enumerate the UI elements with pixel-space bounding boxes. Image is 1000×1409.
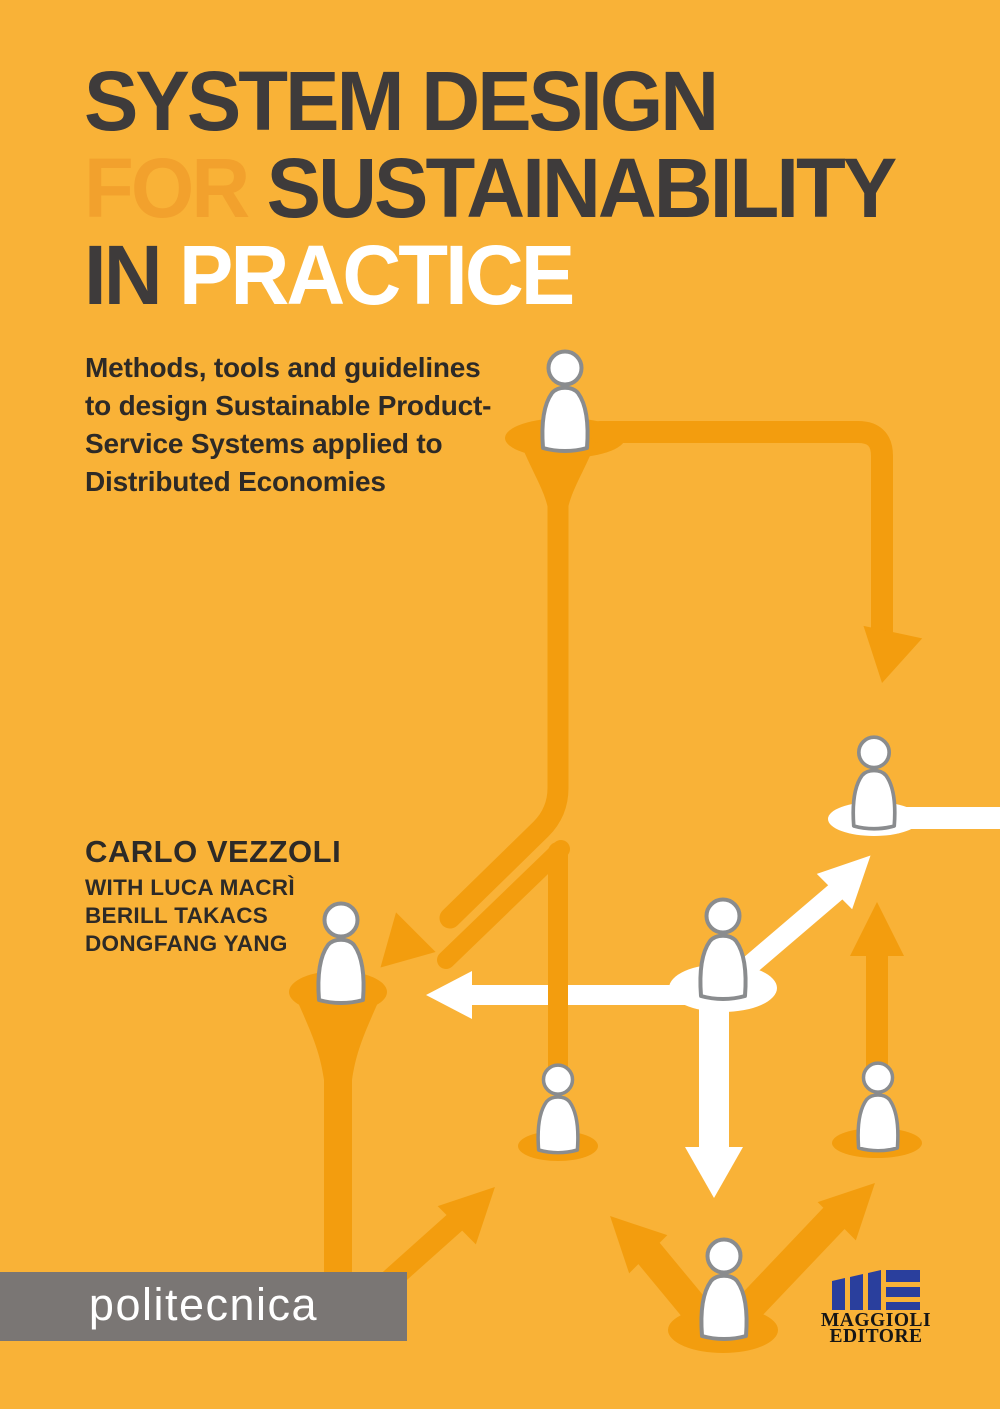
person-pawn-icon	[318, 904, 363, 1004]
stem-person-3	[296, 998, 380, 1272]
publisher-name	[820, 1310, 932, 1347]
person-pawn-icon	[858, 1063, 898, 1151]
white-diagonal-arrow-shaft	[742, 890, 838, 972]
subtitle-line: Distributed Economies	[85, 466, 386, 497]
person-pawn-icon	[542, 352, 587, 452]
author-primary: CARLO VEZZOLI	[85, 834, 342, 869]
v-arrow-left-shaft	[642, 1245, 700, 1315]
title-text-in: IN	[84, 228, 160, 322]
subtitle-line: Methods, tools and guidelines	[85, 352, 481, 383]
subtitle-line: Service Systems applied to	[85, 428, 443, 459]
series-label: politecnica	[88, 1278, 319, 1330]
person-pawn-icon	[700, 900, 745, 1000]
title-line-2	[84, 141, 953, 235]
maggioli-mark-icon	[832, 1270, 920, 1310]
title-block	[84, 54, 980, 322]
white-arrowhead-left-icon	[426, 971, 472, 1019]
person-pawn-icon	[538, 1065, 578, 1153]
orange-arrowhead-downleft-icon	[361, 912, 436, 987]
subtitle	[85, 349, 491, 501]
title-line-3	[84, 228, 953, 322]
publisher-name-line-2: EDITORE	[829, 1326, 923, 1347]
author-secondary-block	[85, 874, 295, 958]
orange-path-top	[600, 432, 882, 632]
publisher-name-line-1: MAGGIOLI	[820, 1310, 932, 1331]
person-pawn-icon	[853, 737, 895, 829]
title-text-sustainability: SUSTAINABILITY	[266, 141, 895, 235]
person-pawn-icon	[701, 1240, 746, 1340]
title-text-for: FOR	[84, 141, 248, 235]
series-bar	[0, 1272, 407, 1341]
author-secondary: BERILL TAKACS	[85, 903, 269, 928]
orange-arrowhead-up-icon	[850, 902, 904, 956]
white-arrowhead-down-icon	[685, 1147, 743, 1198]
orange-arrowhead-down-icon	[853, 626, 923, 689]
author-secondary: WITH LUCA MACRÌ	[85, 875, 295, 900]
title-text-practice: PRACTICE	[179, 228, 573, 322]
title-line-1	[84, 54, 953, 148]
author-secondary: DONGFANG YANG	[85, 931, 288, 956]
publisher-logo	[820, 1270, 932, 1347]
subtitle-line: to design Sustainable Product-	[85, 390, 492, 421]
orange-line-vertical-diagonal	[450, 446, 558, 918]
title-text-system-design: SYSTEM DESIGN	[84, 54, 717, 148]
